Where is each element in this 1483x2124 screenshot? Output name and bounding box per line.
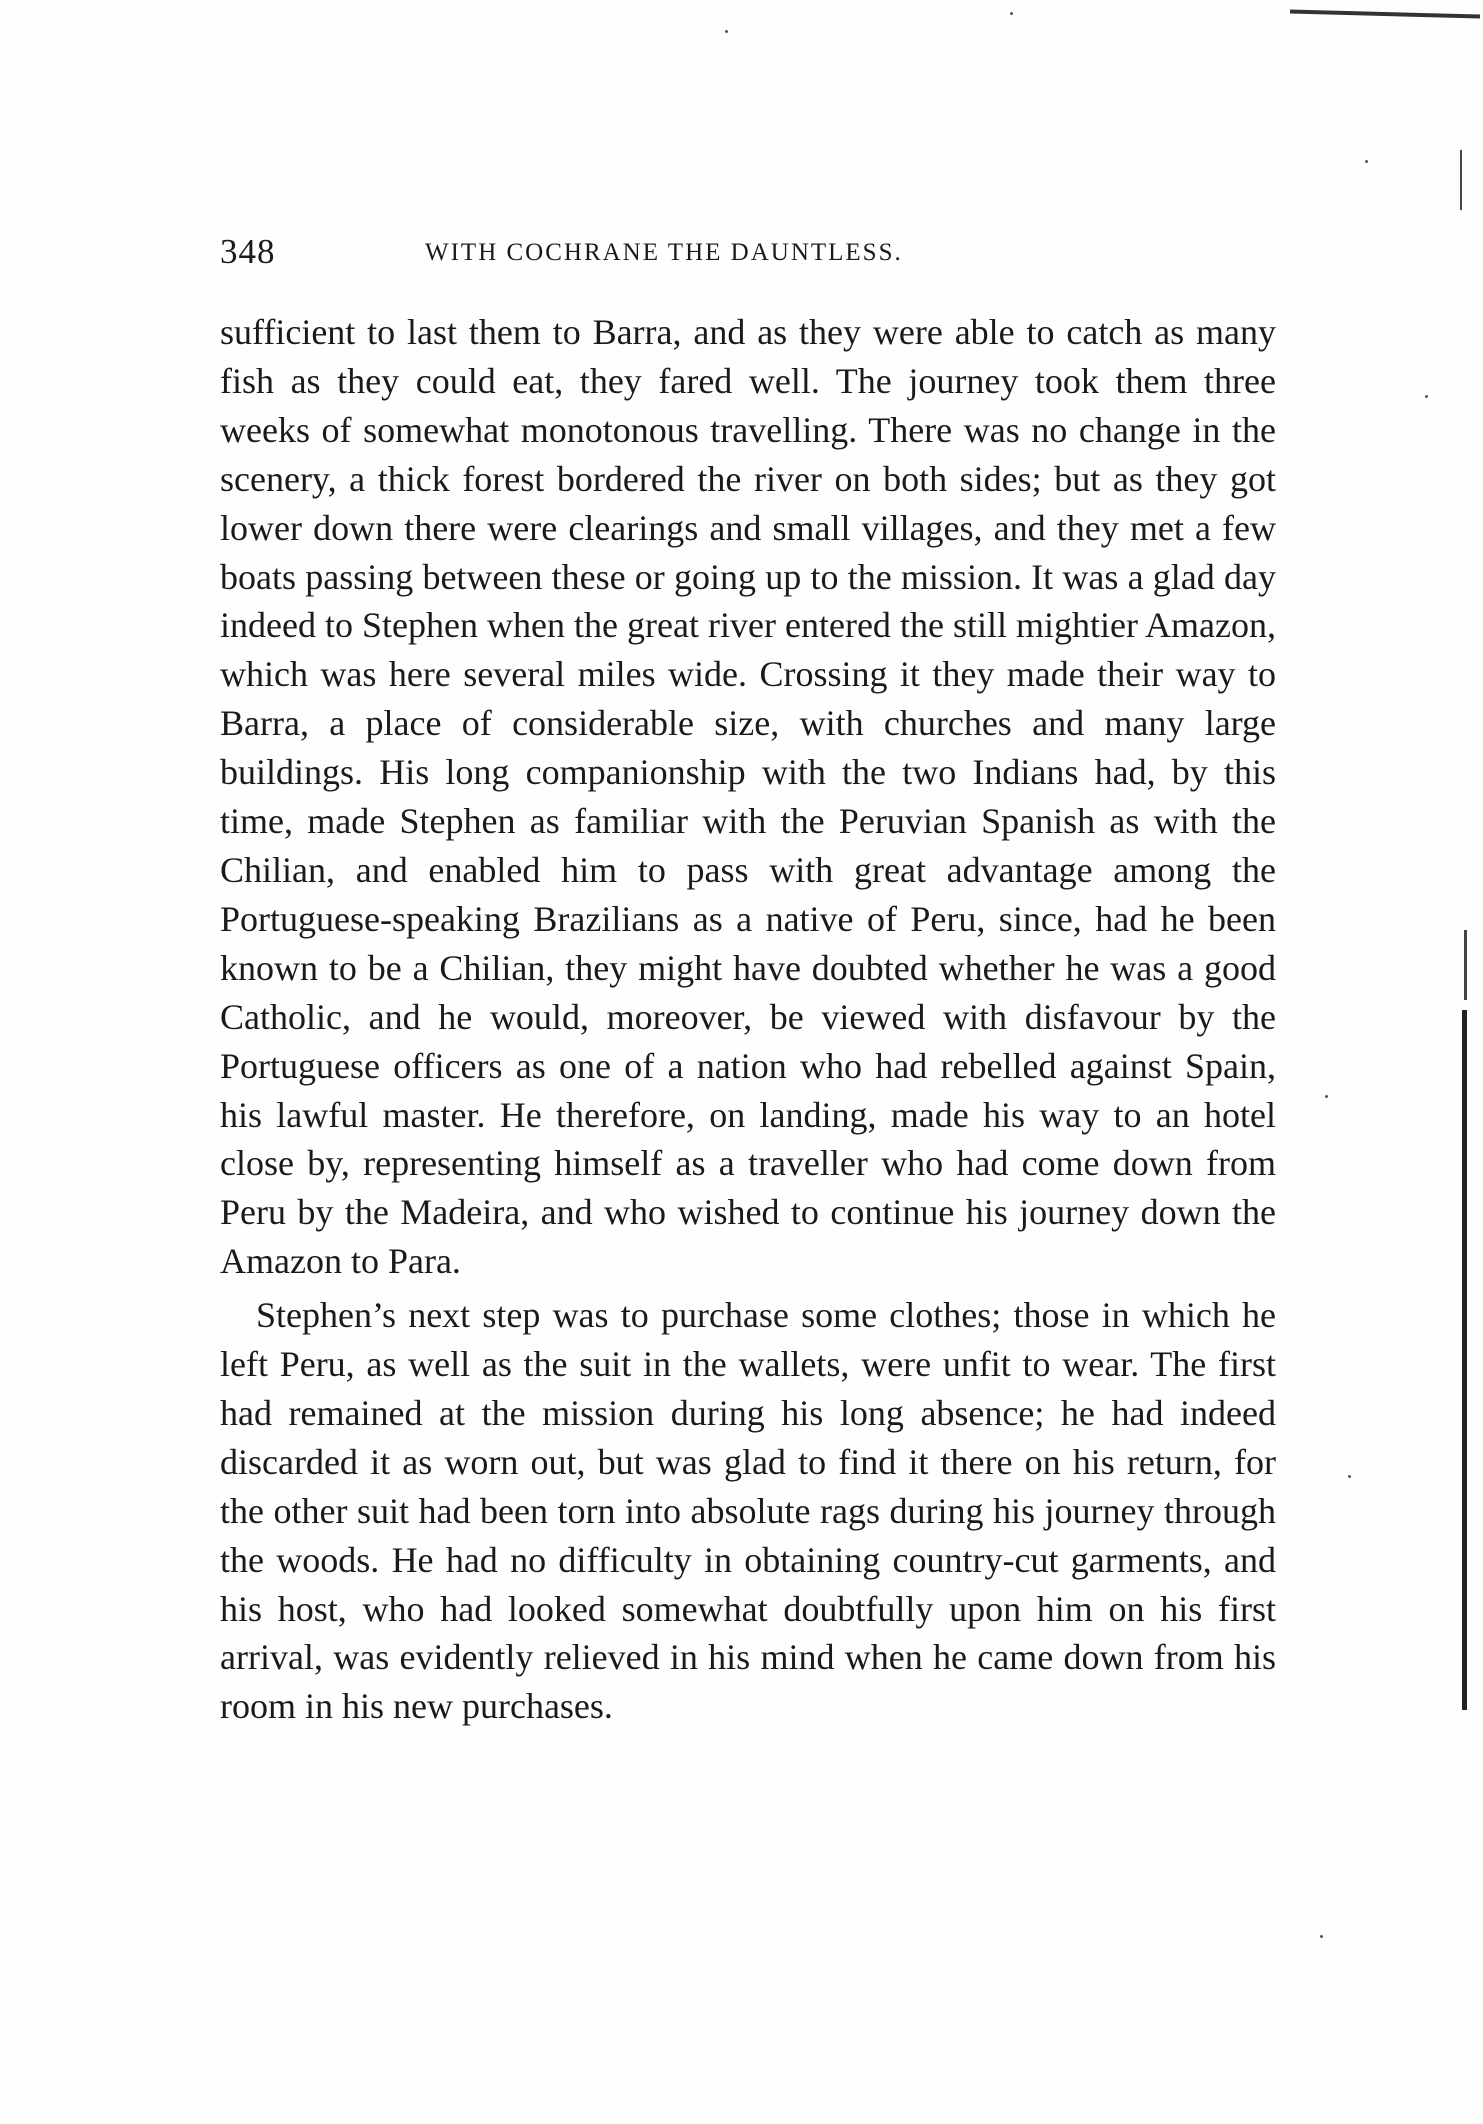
dust-speck	[1365, 160, 1368, 163]
page-header	[220, 232, 1276, 282]
dust-speck	[1425, 395, 1428, 398]
dust-speck	[1348, 1475, 1351, 1478]
scan-edge-shadow-right-upper	[1464, 930, 1467, 1000]
page-number: 348	[220, 232, 276, 271]
dust-speck	[1320, 1935, 1323, 1938]
dust-speck	[725, 30, 728, 33]
scan-edge-shadow-top	[1290, 10, 1480, 19]
running-head: WITH COCHRANE THE DAUNTLESS.	[425, 239, 903, 266]
dust-speck	[1010, 12, 1013, 15]
paragraph-2: Stephen’s next step was to purchase some clothes; those in which he left Peru, as well as the suit in the wallets, were unfit to wear. The first had remained at the mission during his long absence; he had indeed discarded it as worn out, but was glad to find it there on his return, for the other suit had been torn into absolute rags during his journey through the woods. He had no difficulty in obtaining country-cut garments, and his host, who had looked somewhat doubtfully upon him on his first arrival, was evidently relieved in his mind when he came down from his room in his new purchases.	[220, 1295, 1276, 1727]
dust-speck	[1325, 1095, 1328, 1098]
body-text	[220, 308, 1276, 1731]
scan-edge-shadow-right	[1462, 1010, 1467, 1710]
paragraph-1: sufficient to last them to Barra, and as they were able to catch as many fish as they could eat, they fared well. The journey took them three weeks of somewhat monotonous travelling. There was no change in the scenery, a thick forest bordered the river on both sides; but as they got lower down there were clearings and small villages, and they met a few boats passing between these or going up to the mission. It was a glad day indeed to Stephen when the great river entered the still mightier Amazon, which was here several miles wide. Crossing it they made their way to Barra, a place of considerable size, with churches and many large buildings. His long companionship with the two Indians had, by this time, made Stephen as familiar with the Peruvian Spanish as with the Chilian, and enabled him to pass with great advantage among the Portuguese-speaking Brazilians as a native of Peru, since, had he been known to be a Chilian, they might have doubted whether he was a good Catholic, and he would, moreover, be viewed with disfavour by the Portuguese officers as one of a nation who had rebelled against Spain, his lawful master. He therefore, on landing, made his way to an hotel close by, representing himself as a traveller who had come down from Peru by the Madeira, and who wished to continue his journey down the Amazon to Para.	[220, 312, 1276, 1282]
scan-edge-mark-top-right	[1460, 150, 1462, 210]
